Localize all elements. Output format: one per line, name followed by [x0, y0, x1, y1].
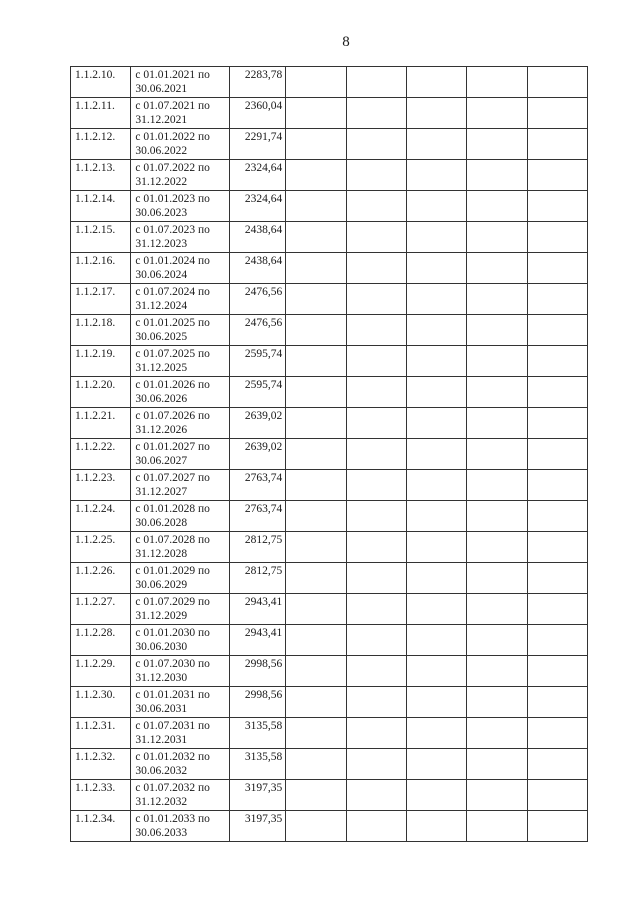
- row-code: 1.1.2.17.: [71, 284, 131, 315]
- empty-cell: [527, 191, 587, 222]
- table-row: [71, 563, 588, 594]
- empty-cell: [346, 811, 406, 842]
- period-start: с 01.01.2027 по: [135, 441, 210, 453]
- period-start: с 01.01.2022 по: [135, 131, 210, 143]
- period-end: 31.12.2032: [135, 796, 188, 808]
- empty-cell: [406, 408, 466, 439]
- row-code: 1.1.2.14.: [71, 191, 131, 222]
- page-number: 8: [342, 34, 350, 50]
- row-value: 2324,64: [229, 160, 285, 191]
- row-period: [131, 718, 230, 749]
- empty-cell: [286, 780, 346, 811]
- period-start: с 01.01.2033 по: [135, 813, 210, 825]
- table-row: [71, 656, 588, 687]
- empty-cell: [467, 563, 527, 594]
- empty-cell: [286, 284, 346, 315]
- row-period: [131, 749, 230, 780]
- empty-cell: [346, 656, 406, 687]
- period-end: 30.06.2022: [135, 145, 188, 157]
- empty-cell: [346, 563, 406, 594]
- empty-cell: [406, 346, 466, 377]
- period-start: с 01.01.2021 по: [135, 69, 210, 81]
- table-row: [71, 718, 588, 749]
- row-period: [131, 811, 230, 842]
- empty-cell: [527, 408, 587, 439]
- empty-cell: [527, 470, 587, 501]
- empty-cell: [467, 625, 527, 656]
- row-code: 1.1.2.20.: [71, 377, 131, 408]
- period-start: с 01.01.2031 по: [135, 689, 210, 701]
- row-code: 1.1.2.32.: [71, 749, 131, 780]
- empty-cell: [286, 98, 346, 129]
- empty-cell: [406, 718, 466, 749]
- empty-cell: [286, 718, 346, 749]
- row-code: 1.1.2.22.: [71, 439, 131, 470]
- empty-cell: [467, 408, 527, 439]
- empty-cell: [346, 253, 406, 284]
- empty-cell: [346, 191, 406, 222]
- table-row: [71, 625, 588, 656]
- period-start: с 01.01.2024 по: [135, 255, 210, 267]
- row-code: 1.1.2.25.: [71, 532, 131, 563]
- empty-cell: [527, 346, 587, 377]
- empty-cell: [406, 625, 466, 656]
- empty-cell: [406, 563, 466, 594]
- empty-cell: [406, 656, 466, 687]
- empty-cell: [286, 129, 346, 160]
- period-end: 31.12.2021: [135, 114, 188, 126]
- empty-cell: [527, 656, 587, 687]
- period-start: с 01.01.2026 по: [135, 379, 210, 391]
- row-period: [131, 687, 230, 718]
- empty-cell: [467, 749, 527, 780]
- row-code: 1.1.2.11.: [71, 98, 131, 129]
- empty-cell: [286, 749, 346, 780]
- empty-cell: [346, 439, 406, 470]
- table-row: [71, 532, 588, 563]
- empty-cell: [346, 501, 406, 532]
- table-row: [71, 470, 588, 501]
- empty-cell: [286, 346, 346, 377]
- row-code: 1.1.2.12.: [71, 129, 131, 160]
- empty-cell: [346, 749, 406, 780]
- table-row: [71, 67, 588, 98]
- empty-cell: [467, 222, 527, 253]
- period-start: с 01.07.2027 по: [135, 472, 210, 484]
- period-end: 31.12.2026: [135, 424, 188, 436]
- empty-cell: [286, 625, 346, 656]
- row-period: [131, 129, 230, 160]
- row-value: 2438,64: [229, 222, 285, 253]
- period-end: 30.06.2031: [135, 703, 188, 715]
- empty-cell: [346, 470, 406, 501]
- empty-cell: [286, 470, 346, 501]
- row-value: 2595,74: [229, 346, 285, 377]
- row-value: 2291,74: [229, 129, 285, 160]
- row-value: 2324,64: [229, 191, 285, 222]
- empty-cell: [467, 656, 527, 687]
- empty-cell: [286, 408, 346, 439]
- row-period: [131, 470, 230, 501]
- row-code: 1.1.2.18.: [71, 315, 131, 346]
- row-code: 1.1.2.21.: [71, 408, 131, 439]
- table-row: [71, 253, 588, 284]
- period-end: 30.06.2027: [135, 455, 188, 467]
- empty-cell: [527, 780, 587, 811]
- empty-cell: [467, 439, 527, 470]
- row-value: 2943,41: [229, 625, 285, 656]
- empty-cell: [406, 532, 466, 563]
- period-end: 30.06.2029: [135, 579, 188, 591]
- empty-cell: [467, 191, 527, 222]
- empty-cell: [346, 315, 406, 346]
- empty-cell: [527, 563, 587, 594]
- period-start: с 01.07.2023 по: [135, 224, 210, 236]
- table-row: [71, 284, 588, 315]
- empty-cell: [527, 718, 587, 749]
- row-code: 1.1.2.10.: [71, 67, 131, 98]
- row-period: [131, 160, 230, 191]
- empty-cell: [406, 470, 466, 501]
- empty-cell: [527, 594, 587, 625]
- empty-cell: [467, 129, 527, 160]
- empty-cell: [467, 315, 527, 346]
- empty-cell: [527, 67, 587, 98]
- period-end: 31.12.2022: [135, 176, 188, 188]
- row-value: 2476,56: [229, 284, 285, 315]
- row-code: 1.1.2.34.: [71, 811, 131, 842]
- row-value: 2943,41: [229, 594, 285, 625]
- empty-cell: [527, 625, 587, 656]
- period-end: 30.06.2025: [135, 331, 188, 343]
- empty-cell: [467, 532, 527, 563]
- empty-cell: [346, 222, 406, 253]
- empty-cell: [346, 346, 406, 377]
- empty-cell: [527, 222, 587, 253]
- empty-cell: [406, 377, 466, 408]
- row-code: 1.1.2.33.: [71, 780, 131, 811]
- period-start: с 01.01.2025 по: [135, 317, 210, 329]
- row-period: [131, 98, 230, 129]
- row-period: [131, 284, 230, 315]
- empty-cell: [467, 594, 527, 625]
- empty-cell: [406, 191, 466, 222]
- empty-cell: [346, 718, 406, 749]
- row-value: 2639,02: [229, 408, 285, 439]
- table-row: [71, 191, 588, 222]
- period-start: с 01.07.2029 по: [135, 596, 210, 608]
- empty-cell: [467, 98, 527, 129]
- empty-cell: [467, 718, 527, 749]
- row-value: 2812,75: [229, 532, 285, 563]
- period-end: 30.06.2028: [135, 517, 188, 529]
- empty-cell: [467, 67, 527, 98]
- table-row: [71, 408, 588, 439]
- row-period: [131, 532, 230, 563]
- empty-cell: [346, 780, 406, 811]
- empty-cell: [286, 67, 346, 98]
- empty-cell: [467, 253, 527, 284]
- row-period: [131, 191, 230, 222]
- period-end: 31.12.2024: [135, 300, 188, 312]
- period-start: с 01.01.2023 по: [135, 193, 210, 205]
- row-code: 1.1.2.28.: [71, 625, 131, 656]
- period-end: 30.06.2032: [135, 765, 188, 777]
- row-value: 2812,75: [229, 563, 285, 594]
- empty-cell: [286, 532, 346, 563]
- table-row: [71, 594, 588, 625]
- row-code: 1.1.2.13.: [71, 160, 131, 191]
- period-end: 31.12.2030: [135, 672, 188, 684]
- empty-cell: [406, 160, 466, 191]
- period-start: с 01.07.2031 по: [135, 720, 210, 732]
- table-row: [71, 160, 588, 191]
- row-period: [131, 563, 230, 594]
- empty-cell: [286, 191, 346, 222]
- table-row: [71, 439, 588, 470]
- empty-cell: [527, 129, 587, 160]
- empty-cell: [527, 811, 587, 842]
- row-value: 2360,04: [229, 98, 285, 129]
- empty-cell: [406, 594, 466, 625]
- row-period: [131, 222, 230, 253]
- row-code: 1.1.2.16.: [71, 253, 131, 284]
- row-value: 2639,02: [229, 439, 285, 470]
- row-code: 1.1.2.30.: [71, 687, 131, 718]
- period-end: 30.06.2026: [135, 393, 188, 405]
- table-row: [71, 129, 588, 160]
- tariff-table-body: [71, 67, 588, 842]
- empty-cell: [346, 98, 406, 129]
- empty-cell: [346, 625, 406, 656]
- row-value: 2283,78: [229, 67, 285, 98]
- empty-cell: [406, 749, 466, 780]
- empty-cell: [406, 501, 466, 532]
- table-row: [71, 749, 588, 780]
- row-value: 2438,64: [229, 253, 285, 284]
- row-code: 1.1.2.26.: [71, 563, 131, 594]
- row-period: [131, 439, 230, 470]
- empty-cell: [286, 253, 346, 284]
- period-end: 30.06.2021: [135, 83, 188, 95]
- row-code: 1.1.2.19.: [71, 346, 131, 377]
- empty-cell: [406, 129, 466, 160]
- period-end: 31.12.2031: [135, 734, 188, 746]
- row-value: 3135,58: [229, 749, 285, 780]
- period-end: 31.12.2023: [135, 238, 188, 250]
- period-end: 31.12.2027: [135, 486, 188, 498]
- row-value: 3197,35: [229, 811, 285, 842]
- period-start: с 01.07.2024 по: [135, 286, 210, 298]
- period-start: с 01.07.2026 по: [135, 410, 210, 422]
- empty-cell: [406, 67, 466, 98]
- row-period: [131, 656, 230, 687]
- empty-cell: [346, 67, 406, 98]
- period-end: 31.12.2028: [135, 548, 188, 560]
- table-row: [71, 377, 588, 408]
- row-code: 1.1.2.27.: [71, 594, 131, 625]
- empty-cell: [286, 439, 346, 470]
- empty-cell: [346, 284, 406, 315]
- empty-cell: [527, 532, 587, 563]
- table-row: [71, 222, 588, 253]
- empty-cell: [527, 439, 587, 470]
- period-start: с 01.07.2030 по: [135, 658, 210, 670]
- period-start: с 01.01.2030 по: [135, 627, 210, 639]
- empty-cell: [527, 315, 587, 346]
- table-row: [71, 98, 588, 129]
- empty-cell: [286, 377, 346, 408]
- row-period: [131, 408, 230, 439]
- empty-cell: [406, 253, 466, 284]
- empty-cell: [527, 377, 587, 408]
- empty-cell: [346, 408, 406, 439]
- row-period: [131, 780, 230, 811]
- empty-cell: [467, 687, 527, 718]
- empty-cell: [467, 346, 527, 377]
- row-period: [131, 501, 230, 532]
- empty-cell: [467, 160, 527, 191]
- tariff-table: [70, 66, 588, 842]
- empty-cell: [467, 377, 527, 408]
- row-value: 2595,74: [229, 377, 285, 408]
- period-end: 31.12.2025: [135, 362, 188, 374]
- empty-cell: [527, 160, 587, 191]
- empty-cell: [467, 501, 527, 532]
- empty-cell: [286, 501, 346, 532]
- period-start: с 01.07.2022 по: [135, 162, 210, 174]
- empty-cell: [286, 160, 346, 191]
- row-value: 2763,74: [229, 501, 285, 532]
- empty-cell: [346, 129, 406, 160]
- empty-cell: [286, 594, 346, 625]
- empty-cell: [346, 160, 406, 191]
- row-period: [131, 315, 230, 346]
- period-start: с 01.01.2032 по: [135, 751, 210, 763]
- empty-cell: [527, 749, 587, 780]
- period-end: 30.06.2024: [135, 269, 188, 281]
- table-row: [71, 346, 588, 377]
- row-period: [131, 625, 230, 656]
- empty-cell: [527, 253, 587, 284]
- period-start: с 01.07.2032 по: [135, 782, 210, 794]
- period-start: с 01.07.2028 по: [135, 534, 210, 546]
- empty-cell: [346, 532, 406, 563]
- period-start: с 01.01.2029 по: [135, 565, 210, 577]
- empty-cell: [406, 780, 466, 811]
- empty-cell: [286, 687, 346, 718]
- empty-cell: [406, 439, 466, 470]
- table-row: [71, 811, 588, 842]
- empty-cell: [346, 594, 406, 625]
- period-start: с 01.07.2025 по: [135, 348, 210, 360]
- period-end: 30.06.2030: [135, 641, 188, 653]
- row-value: 3197,35: [229, 780, 285, 811]
- row-code: 1.1.2.31.: [71, 718, 131, 749]
- empty-cell: [406, 284, 466, 315]
- table-row: [71, 315, 588, 346]
- period-end: 31.12.2029: [135, 610, 188, 622]
- empty-cell: [467, 780, 527, 811]
- period-start: с 01.07.2021 по: [135, 100, 210, 112]
- empty-cell: [527, 687, 587, 718]
- empty-cell: [467, 284, 527, 315]
- empty-cell: [286, 563, 346, 594]
- row-period: [131, 346, 230, 377]
- empty-cell: [286, 656, 346, 687]
- row-value: 2476,56: [229, 315, 285, 346]
- empty-cell: [467, 470, 527, 501]
- row-code: 1.1.2.15.: [71, 222, 131, 253]
- row-period: [131, 67, 230, 98]
- row-value: 2998,56: [229, 656, 285, 687]
- table-row: [71, 687, 588, 718]
- period-start: с 01.01.2028 по: [135, 503, 210, 515]
- empty-cell: [346, 377, 406, 408]
- row-value: 2998,56: [229, 687, 285, 718]
- row-code: 1.1.2.23.: [71, 470, 131, 501]
- period-end: 30.06.2033: [135, 827, 188, 839]
- empty-cell: [527, 284, 587, 315]
- empty-cell: [527, 501, 587, 532]
- empty-cell: [406, 98, 466, 129]
- row-code: 1.1.2.24.: [71, 501, 131, 532]
- empty-cell: [406, 687, 466, 718]
- empty-cell: [467, 811, 527, 842]
- row-value: 3135,58: [229, 718, 285, 749]
- table-row: [71, 501, 588, 532]
- row-period: [131, 253, 230, 284]
- empty-cell: [527, 98, 587, 129]
- empty-cell: [406, 811, 466, 842]
- row-value: 2763,74: [229, 470, 285, 501]
- empty-cell: [286, 315, 346, 346]
- empty-cell: [286, 222, 346, 253]
- empty-cell: [286, 811, 346, 842]
- row-code: 1.1.2.29.: [71, 656, 131, 687]
- empty-cell: [406, 315, 466, 346]
- period-end: 30.06.2023: [135, 207, 188, 219]
- empty-cell: [406, 222, 466, 253]
- row-period: [131, 377, 230, 408]
- table-row: [71, 780, 588, 811]
- empty-cell: [346, 687, 406, 718]
- row-period: [131, 594, 230, 625]
